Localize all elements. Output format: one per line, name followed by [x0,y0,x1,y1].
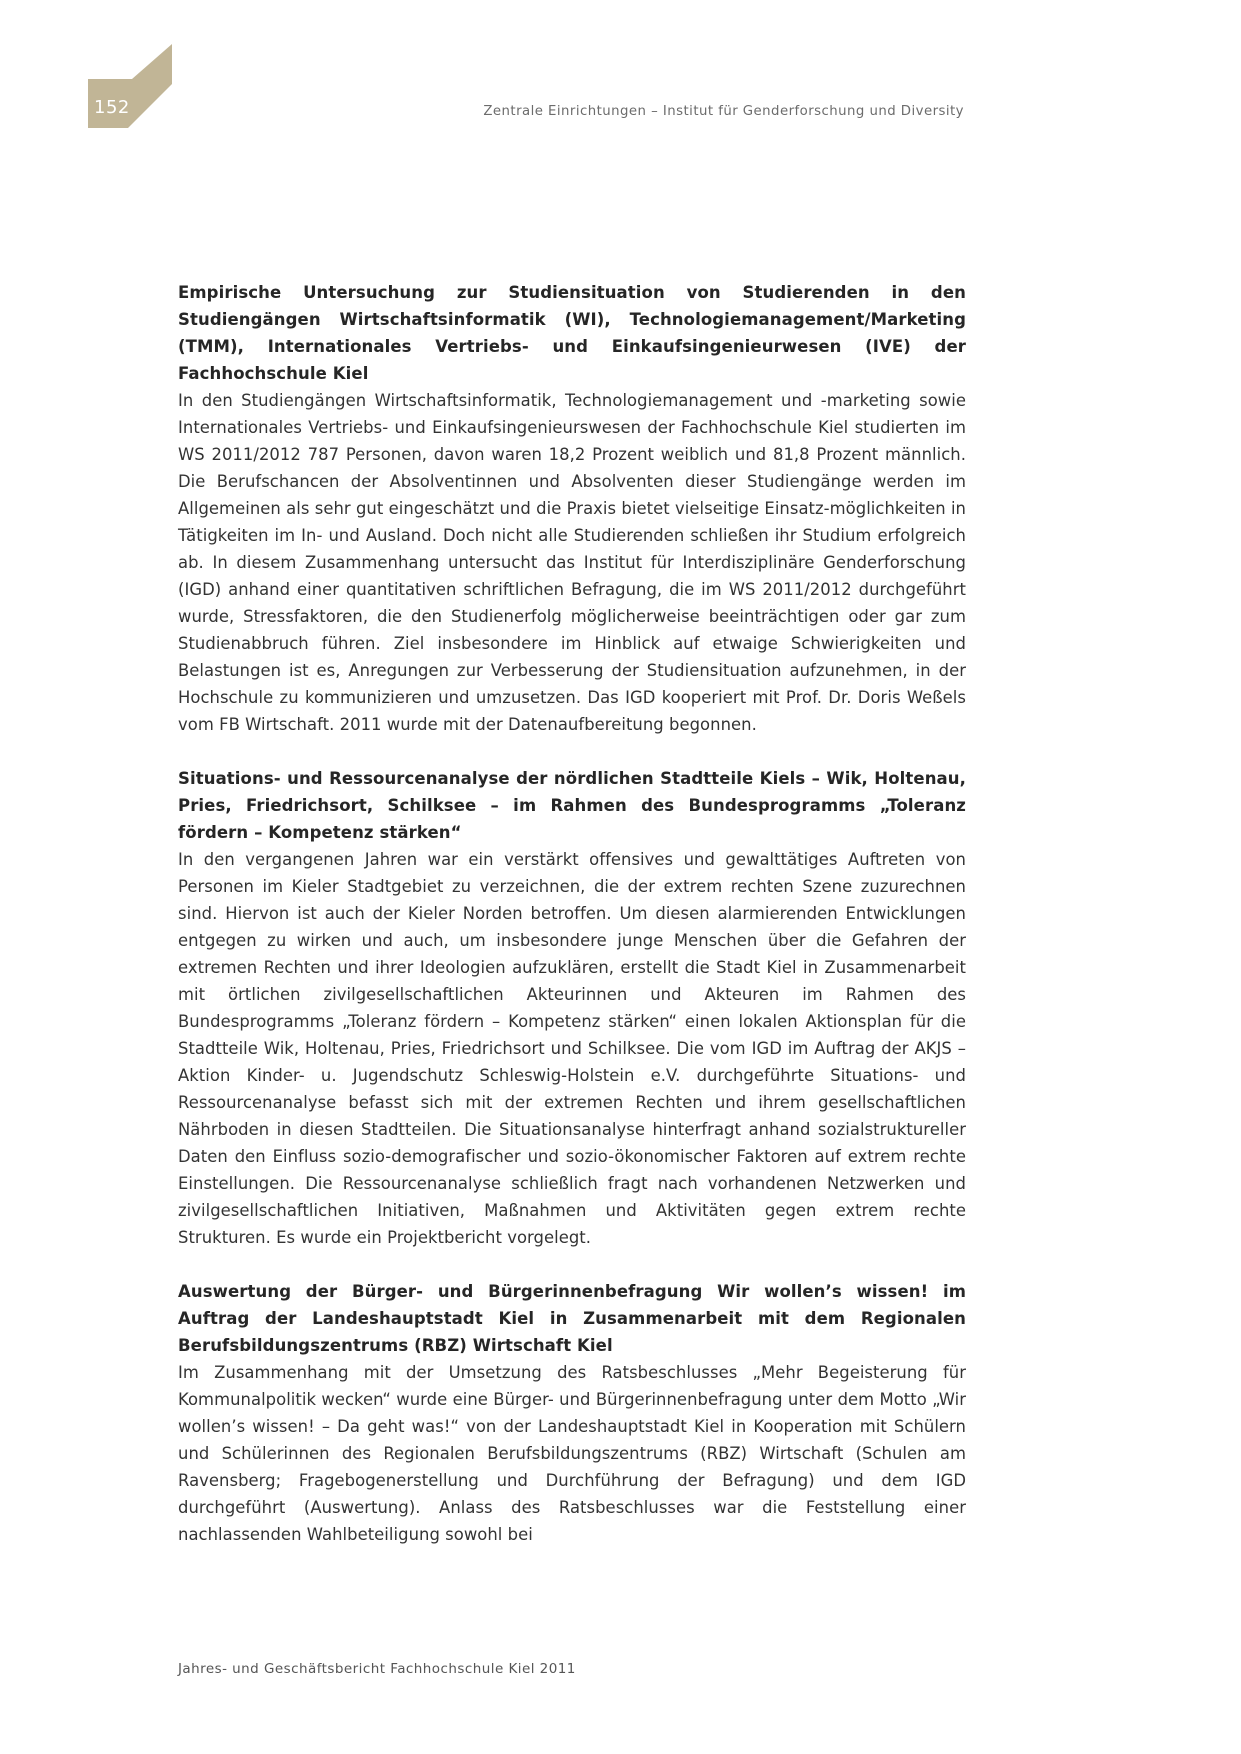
section-empirische-untersuchung [178,279,966,738]
section-title: Auswertung der Bürger- und Bürgerinnenbefragung Wir wollen’s wissen! im Auftrag der Landeshauptstadt Kiel in Zusammenarbeit mit dem Regionalen Berufsbildungszentrums (RBZ) Wirtschaft Kiel [178,1282,966,1355]
section-body: Im Zusammenhang mit der Umsetzung des Ratsbeschlusses „Mehr Begeisterung für Kommunalpolitik wecken“ wurde eine Bürger- und Bürgerinnenbefragung unter dem Motto „Wir wollen’s wissen! – Da geht was!“ von der Landeshauptstadt Kiel in Kooperation mit Schülern und Schülerinnen des Regionalen Berufsbildungszentrums (RBZ) Wirtschaft (Schulen am Ravensberg; Fragebogenerstellung und Durchführung der Befragung) und dem IGD durchgeführt (Auswertung). Anlass des Ratsbeschlusses war die Feststellung einer nachlassenden Wahlbeteiligung sowohl bei [178,1363,966,1544]
section-title: Situations- und Ressourcenanalyse der nördlichen Stadtteile Kiels – Wik, Holtenau, Pries, Friedrichsort, Schilksee – im Rahmen des Bundesprogramms „Toleranz fördern – Kompetenz stärken“ [178,769,966,842]
main-content [178,279,966,1575]
section-title: Empirische Untersuchung zur Studiensituation von Studierenden in den Studiengängen Wirtschaftsinformatik (WI), Technologiemanagement/Marketing (TMM), Internationales Vertriebs- und Einkaufsingenieurwesen (IVE) der Fachhochschule Kiel [178,283,966,383]
section-buergerbefragung [178,1278,966,1548]
section-situationsanalyse [178,765,966,1251]
page-footer: Jahres- und Geschäftsbericht Fachhochschule Kiel 2011 [178,1661,576,1677]
section-body: In den Studiengängen Wirtschaftsinformatik, Technologiemanagement und -marketing sowie Internationales Vertriebs- und Einkaufsingenieurswesen der Fachhochschule Kiel studierten im WS 2011/2012 787 Personen, davon waren 18,2 Prozent weiblich und 81,8 Prozent männlich. Die Berufschancen der Absolventinnen und Absolventen dieser Studiengänge werden im Allgemeinen als sehr gut eingeschätzt und die Praxis bietet vielseitige Einsatz-möglichkeiten in Tätigkeiten im In- und Ausland. Doch nicht alle Studierenden schließen ihr Studium erfolgreich ab. In diesem Zusammenhang untersucht das Institut für Interdisziplinäre Genderforschung (IGD) anhand einer quantitativen schriftlichen Befragung, die im WS 2011/2012 durchgeführt wurde, Stressfaktoren, die den Studienerfolg möglicherweise beeinträchtigen oder gar zum Studienabbruch führen. Ziel insbesondere im Hinblick auf etwaige Schwierigkeiten und Belastungen ist es, Anregungen zur Verbesserung der Studiensituation aufzunehmen, in der Hochschule zu kommunizieren und umzusetzen. Das IGD kooperiert mit Prof. Dr. Doris Weßels vom FB Wirtschaft. 2011 wurde mit der Datenaufbereitung begonnen. [178,391,966,734]
running-head: Zentrale Einrichtungen – Institut für Genderforschung und Diversity [483,104,964,119]
section-body: In den vergangenen Jahren war ein verstärkt offensives und gewalttätiges Auftreten von Personen im Kieler Stadtgebiet zu verzeichnen, die der extrem rechten Szene zuzurechnen sind. Hiervon ist auch der Kieler Norden betroffen. Um diesen alarmierenden Entwicklungen entgegen zu wirken und auch, um insbesondere junge Menschen über die Gefahren der extremen Rechten und ihrer Ideologien aufzuklären, erstellt die Stadt Kiel in Zusammenarbeit mit örtlichen zivilgesellschaftlichen Akteurinnen und Akteuren im Rahmen des Bundesprogramms „Toleranz fördern – Kompetenz stärken“ einen lokalen Aktionsplan für die Stadtteile Wik, Holtenau, Pries, Friedrichsort und Schilksee. Die vom IGD im Auftrag der AKJS – Aktion Kinder- u. Jugendschutz Schleswig-Holstein e.V. durchgeführte Situations- und Ressourcenanalyse befasst sich mit der extremen Rechten und ihrem gesellschaftlichen Nährboden in diesen Stadtteilen. Die Situationsanalyse hinterfragt anhand sozialstruktureller Daten den Einfluss sozio-demografischer und sozio-ökonomischer Faktoren auf extrem rechte Einstellungen. Die Ressourcenanalyse schließlich fragt nach vorhandenen Netzwerken und zivilgesellschaftlichen Initiativen, Maßnahmen und Aktivitäten gegen extrem rechte Strukturen. Es wurde ein Projektbericht vorgelegt. [178,850,966,1247]
page-number: 152 [94,97,130,118]
